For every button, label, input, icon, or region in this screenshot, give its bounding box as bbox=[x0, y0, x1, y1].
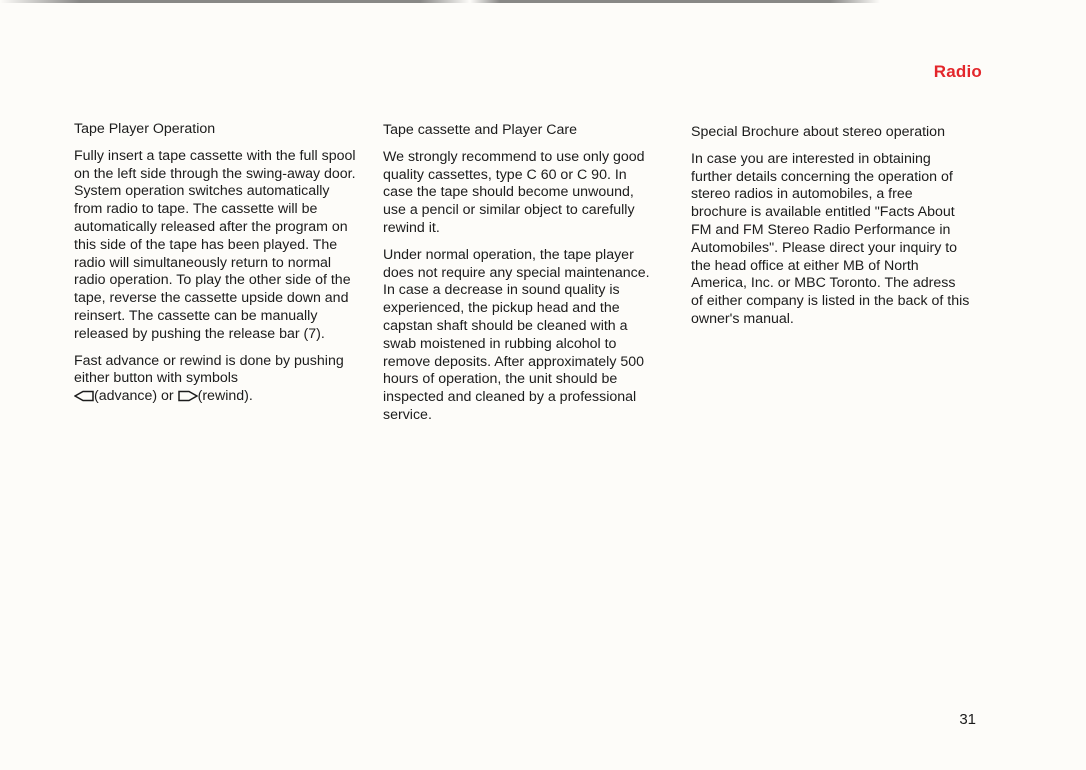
column-heading: Tape cassette and Player Care bbox=[383, 122, 578, 138]
paragraph-text: Fast advance or rewind is done by pushing either button with symbols bbox=[74, 352, 344, 387]
top-border-rule bbox=[0, 0, 1086, 3]
rewind-symbol-icon bbox=[178, 390, 198, 408]
advance-label: (advance) or bbox=[94, 388, 174, 405]
advance-symbol-icon bbox=[74, 390, 94, 408]
section-title: Radio bbox=[933, 62, 982, 81]
column-tape-cassette-care bbox=[383, 122, 658, 434]
column-tape-player-operation bbox=[74, 121, 359, 417]
paragraph: We strongly recommend to use only good quality cassettes, type C 60 or C 90. In case the tape should become unwound, use a pencil or similar object to carefully rewind it. bbox=[383, 148, 645, 236]
paragraph: In case you are interested in obtaining further details concerning the operation of stereo radios in automobiles, a free brochure is available entitled "Facts About FM and FM Stereo Radio Performance in Automobiles". Please direct your inquiry to the head office at either MB of North America, Inc. or MBC Toronto. The adress of either company is listed in the back of this owner's manual. bbox=[691, 150, 970, 327]
column-heading: Special Brochure about stereo operation bbox=[691, 124, 945, 140]
paragraph: Fully insert a tape cassette with the full spool on the left side through the swing-away door. System operation switches automatically from radio to tape. The cassette will be automatically released after the program on this side of the tape has been played. The radio will simultaneously return to normal radio operation. To play the other side of the tape, reverse the cassette upside down and reinsert. The cassette can be manually released by pushing the release bar (7). bbox=[74, 147, 356, 342]
paragraph: Under normal operation, the tape player does not require any special maintenance. In case a decrease in sound quality is experienced, the pickup head and the capstan shaft should be cleaned with a swab moistened in rubbing alcohol to remove deposits. After approximately 500 hours of operation, the unit should be inspected and cleaned by a professional service. bbox=[383, 246, 650, 423]
column-heading: Tape Player Operation bbox=[74, 121, 216, 137]
column-special-brochure bbox=[691, 124, 971, 338]
paragraph-fast-advance bbox=[74, 353, 359, 408]
page-number: 31 bbox=[959, 711, 976, 728]
rewind-label: (rewind). bbox=[197, 388, 253, 405]
